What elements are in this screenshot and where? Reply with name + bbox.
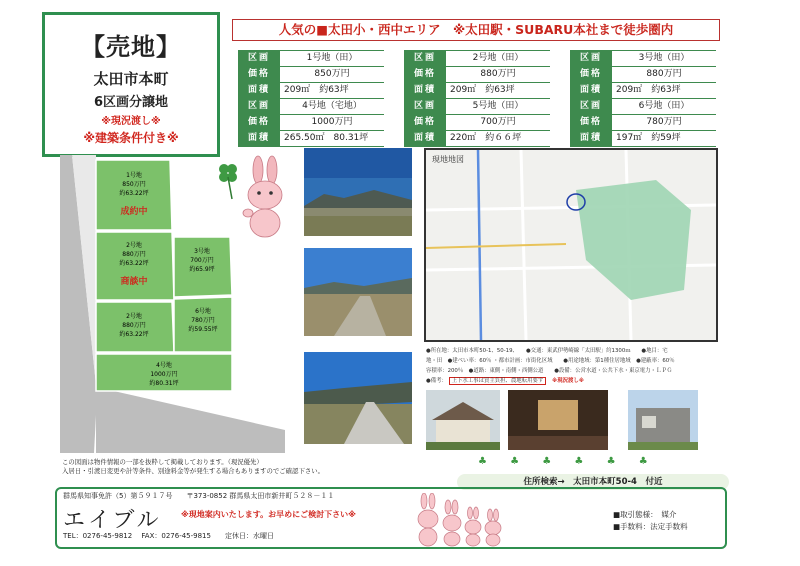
lot-table-1 [238,50,384,99]
lot-kukaku-label: 区画 [238,99,280,114]
road-south [96,387,285,453]
lot-area-tsubo: 80.31坪 [333,133,369,143]
lot-price-label: 価格 [238,67,280,82]
transaction-type: ■取引態様： 媒介 [613,510,677,519]
info-line: ●所在地：太田市本町50-1、50-19、 ●交通：東武伊勢崎線「太田駅」約1300ｍ ●地目：宅 [426,348,668,354]
parcel-number: 4号地 [156,362,172,369]
info-line: 地・田 ●建ぺい率：60％ ・都市計画：市街化区域 ●用途地域：第1種住居地域 ●建蔽率：60％ [426,358,675,364]
parcel-number: 6号地 [195,308,211,315]
disclaimer-line: この図面は物件情報の一部を抜粋して掲載しております。（現況優先） [62,458,263,466]
commission-fee: ■手数料：法定手数料 [613,522,688,531]
parcel-price: 880万円 [122,251,146,258]
house-photo-exterior [426,390,500,450]
lot-kukaku-label: 区画 [238,51,280,66]
site-photo-2 [304,248,412,336]
lot-name: 1号地（田） [306,53,358,63]
subdivision-title: 6区画分譲地 [93,95,169,110]
lot-kukaku-label: 区画 [404,99,446,114]
visit-invitation: ※現地案内いたします。お早めにご検討下さい※ [181,510,356,519]
property-info [426,346,722,386]
lot-price: 780万円 [646,117,682,127]
location-title: 太田市本町 [93,70,169,88]
license-info: 群馬県知事免許（5）第５９１７号 〒373-0852 群馬県太田市新井町５２８－１１ [63,492,335,500]
site-photo-3 [304,352,412,444]
map-label: 現地地図 [432,155,464,164]
parcel-area: 約63.22坪 [119,190,149,197]
lot-table-5 [404,98,550,147]
info-as-is: ※現況渡し※ [551,378,585,384]
location-map [424,148,718,342]
sale-heading: 【売地】 [81,33,181,61]
lot-price: 880万円 [646,69,682,79]
lot-price-label: 価格 [570,115,612,130]
lot-price: 700万円 [480,117,516,127]
as-is-note: ※現況渡し※ [101,116,161,127]
plot-map [60,155,290,455]
lot-table-2 [404,50,550,99]
lot-area-sqm: 209㎡ [450,85,477,95]
bunny-family-illustration [412,493,507,547]
site-photo-1 [304,148,412,236]
company-name: エイブル [63,508,162,533]
lot-price-label: 価格 [404,115,446,130]
lot-price: 880万円 [480,69,516,79]
lot-kukaku-label: 区画 [570,99,612,114]
lot-area-label: 面積 [570,131,612,146]
lot-area-label: 面積 [570,83,612,98]
info-boxed-note: 上下水工事は買主負担、農地転用要す [449,377,547,385]
parcel-price: 700万円 [190,257,214,264]
house-photo-modern [628,390,698,450]
parcel-status: 商談中 [120,277,148,287]
info-note-label: ●備考： [426,378,447,384]
lot-area-sqm: 220㎡ [450,133,477,143]
parcel-number: 3号地 [194,248,210,255]
parcel-price: 880万円 [122,322,146,329]
parcel-price: 1000万円 [150,371,178,378]
lot-name: 2号地（田） [472,53,524,63]
parcel-price: 780万円 [191,317,215,324]
lot-price: 850万円 [314,69,350,79]
lot-area-tsubo: 約63坪 [485,85,515,95]
lot-area-label: 面積 [238,131,280,146]
lot-area-label: 面積 [404,131,446,146]
parcel-number: 1号地 [126,172,142,179]
disclaimer-notes [62,458,352,476]
parcel-area: 約63.22坪 [119,260,149,267]
clover-decoration: ♣ ♣ ♣ ♣ ♣ ♣ [478,456,658,467]
company-footer [55,487,727,549]
parcel-number: 2号地 [126,242,142,249]
lot-area-sqm: 209㎡ [616,85,643,95]
lot-kukaku-label: 区画 [404,51,446,66]
lot-name: 6号地（田） [638,101,690,111]
parcel-area: 約59.55坪 [188,326,218,333]
house-photo-interior [508,390,608,450]
lot-table-3 [570,50,716,99]
lot-area-tsubo: 約63坪 [319,85,349,95]
parcel-area: 約65.9坪 [189,266,215,273]
lot-area-label: 面積 [404,83,446,98]
lot-area-tsubo: 約59坪 [651,133,681,143]
transaction-terms [613,509,688,533]
lot-area-sqm: 265.50㎡ [284,133,325,143]
parcel-number: 2号地 [126,313,142,320]
address-search-bar: 住所検索→ 太田市本町50-4 付近 [457,474,729,490]
parcel-status: 成約中 [120,207,148,217]
lot-area-tsubo: 約６６坪 [485,133,522,143]
lot-area-label: 面積 [238,83,280,98]
lot-name: 3号地（田） [638,53,690,63]
lot-name: 4号地（宅地） [302,101,362,111]
lot-price: 1000万円 [311,117,353,127]
parcel-price: 850万円 [122,181,146,188]
lot-price-label: 価格 [570,67,612,82]
lot-table-6 [570,98,716,147]
lot-area-sqm: 209㎡ [284,85,311,95]
parcel-area: 約63.22坪 [119,331,149,338]
parcel-area: 約80.31坪 [149,380,179,387]
title-box [42,12,220,157]
parcel-5 [174,297,232,352]
lot-table-4 [238,98,384,147]
lot-price-label: 価格 [238,115,280,130]
lot-price-label: 価格 [404,67,446,82]
building-condition-note: ※建築条件付き※ [83,131,179,145]
lot-kukaku-label: 区画 [570,51,612,66]
lot-area-tsubo: 約63坪 [651,85,681,95]
lot-area-sqm: 197㎡ [616,133,643,143]
info-line: 容積率：200％ ●道路：東側・南側・西側公道 ●設備：公営水道・公共下水・東京電力・ＬＰＧ [426,368,673,374]
area-headline: 人気の■太田小・西中エリア ※太田駅・SUBARU本社まで徒歩圏内 [232,19,720,41]
disclaimer-line: 入居日・引渡日変更や計等条件、別途料金等が発生する場合もありますのでご確認下さい。 [62,467,325,475]
contact-numbers: TEL：0276-45-9812 FAX：0276-45-9815 定休日：水曜日 [63,532,274,540]
lot-name: 5号地（田） [472,101,524,111]
